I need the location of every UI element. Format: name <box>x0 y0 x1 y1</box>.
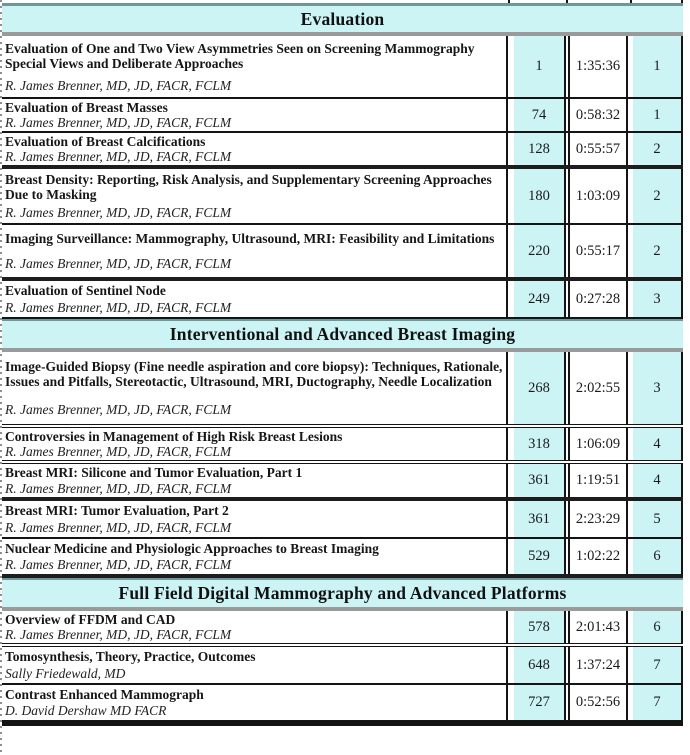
disc-number-cell: 7 <box>633 647 683 683</box>
lecture-title-cell <box>2 281 508 317</box>
duration-cell: 1:02:22 <box>568 539 628 574</box>
lecture-title-cell <box>2 428 508 460</box>
lecture-title-cell <box>2 133 508 165</box>
lecture-title: Evaluation of Breast Masses <box>5 100 168 115</box>
duration-cell: 1:37:24 <box>568 647 628 683</box>
lecture-title-cell <box>2 685 508 720</box>
disc-number-cell: 6 <box>633 539 683 574</box>
table-row <box>2 647 683 685</box>
table-row <box>2 539 683 578</box>
page-break-dashed-edge <box>0 0 2 755</box>
duration-cell: 0:27:28 <box>568 281 628 317</box>
lecture-title-cell <box>2 539 508 574</box>
table-body <box>2 3 683 722</box>
lecture-author: R. James Brenner, MD, JD, FACR, FCLM <box>5 627 232 642</box>
disc-number-cell: 1 <box>633 36 683 97</box>
page-number-cell: 128 <box>514 133 566 165</box>
column-border-tick <box>508 0 510 3</box>
page-number-cell: 74 <box>514 99 566 131</box>
lecture-title: Nuclear Medicine and Physiologic Approaches to Breast Imaging <box>5 540 379 556</box>
lecture-author: R. James Brenner, MD, JD, FACR, FCLM <box>5 77 232 93</box>
duration-cell: 2:01:43 <box>568 611 628 643</box>
disc-number-cell: 2 <box>633 225 683 277</box>
lecture-author: R. James Brenner, MD, JD, FACR, FCLM <box>5 205 232 221</box>
column-border-tick <box>630 0 632 3</box>
lecture-title-cell <box>2 36 508 97</box>
page-number-cell: 268 <box>514 352 566 424</box>
lecture-author: R. James Brenner, MD, JD, FACR, FCLM <box>5 256 232 271</box>
lecture-title-cell <box>2 169 508 223</box>
lecture-author: D. David Dershaw MD FACR <box>5 703 167 719</box>
lecture-title-cell <box>2 225 508 277</box>
disc-number-cell: 2 <box>633 133 683 165</box>
section-header: Interventional and Advanced Breast Imaging <box>2 319 683 352</box>
course-contents-table <box>2 0 683 726</box>
page-number-cell: 249 <box>514 281 566 317</box>
column-border-tick <box>681 0 683 3</box>
lecture-title: Overview of FFDM and CAD <box>5 612 176 627</box>
duration-cell: 0:58:32 <box>568 99 628 131</box>
disc-number-cell: 1 <box>633 99 683 131</box>
table-row <box>2 501 683 539</box>
lecture-title-cell <box>2 647 508 683</box>
table-row <box>2 36 683 99</box>
page-number-cell: 529 <box>514 539 566 574</box>
lecture-author: R. James Brenner, MD, JD, FACR, FCLM <box>5 557 232 573</box>
page-number-cell: 180 <box>514 169 566 223</box>
table-row <box>2 281 683 319</box>
lecture-author: Sally Friedewald, MD <box>5 666 126 681</box>
duration-cell: 1:35:36 <box>568 36 628 97</box>
duration-cell: 2:23:29 <box>568 501 628 537</box>
lecture-title-cell <box>2 99 508 131</box>
page-number-cell: 220 <box>514 225 566 277</box>
duration-cell: 0:55:57 <box>568 133 628 165</box>
disc-number-cell: 4 <box>633 464 683 497</box>
lecture-title: Evaluation of Breast Calcifications <box>5 134 206 149</box>
section-header: Full Field Digital Mammography and Advanced Platforms <box>2 578 683 611</box>
table-row <box>2 99 683 133</box>
lecture-author: R. James Brenner, MD, JD, FACR, FCLM <box>5 480 232 496</box>
lecture-title: Evaluation of Sentinel Node <box>5 283 166 298</box>
duration-cell: 1:19:51 <box>568 464 628 497</box>
lecture-title: Evaluation of One and Two View Asymmetries Seen on Screening Mammography Special Views and Deliberate Approaches <box>5 40 475 71</box>
table-row <box>2 133 683 169</box>
table-row <box>2 352 683 428</box>
lecture-title-cell <box>2 352 508 424</box>
lecture-title: Image-Guided Biopsy (Fine needle aspiration and core biopsy): Techniques, Rationale, Issues and Pitfalls, Stereotactic, Ultrasound, MRI, Ductography, Needle Localization <box>5 359 503 390</box>
disc-number-cell: 6 <box>633 611 683 643</box>
duration-cell: 2:02:55 <box>568 352 628 424</box>
disc-number-cell: 5 <box>633 501 683 537</box>
disc-number-cell: 3 <box>633 281 683 317</box>
page-number-cell: 1 <box>514 36 566 97</box>
disc-number-cell: 7 <box>633 685 683 720</box>
disc-number-cell: 2 <box>633 169 683 223</box>
lecture-title: Controversies in Management of High Risk Breast Lesions <box>5 429 343 444</box>
lecture-title: Breast Density: Reporting, Risk Analysis, and Supplementary Screening Approaches Due to Masking <box>5 171 492 202</box>
lecture-author: R. James Brenner, MD, JD, FACR, FCLM <box>5 444 232 459</box>
duration-cell: 1:06:09 <box>568 428 628 460</box>
page-number-cell: 727 <box>514 685 566 720</box>
page-number-cell: 318 <box>514 428 566 460</box>
duration-cell: 1:03:09 <box>568 169 628 223</box>
clipped-row-remnant <box>2 0 683 3</box>
lecture-author: R. James Brenner, MD, JD, FACR, FCLM <box>5 300 232 315</box>
page-number-cell: 361 <box>514 464 566 497</box>
page-number-cell: 648 <box>514 647 566 683</box>
table-row <box>2 464 683 501</box>
lecture-author: R. James Brenner, MD, JD, FACR, FCLM <box>5 401 232 417</box>
table-row <box>2 225 683 281</box>
duration-cell: 0:55:17 <box>568 225 628 277</box>
lecture-title: Tomosynthesis, Theory, Practice, Outcomes <box>5 649 256 664</box>
section-header: Evaluation <box>2 3 683 36</box>
lecture-title: Breast MRI: Silicone and Tumor Evaluation, Part 1 <box>5 465 303 481</box>
duration-cell: 0:52:56 <box>568 685 628 720</box>
lecture-author: R. James Brenner, MD, JD, FACR, FCLM <box>5 149 232 164</box>
lecture-title: Breast MRI: Tumor Evaluation, Part 2 <box>5 503 229 518</box>
table-row <box>2 169 683 225</box>
disc-number-cell: 3 <box>633 352 683 424</box>
table-row <box>2 428 683 464</box>
column-border-tick <box>566 0 568 3</box>
lecture-title-cell <box>2 611 508 643</box>
lecture-author: R. James Brenner, MD, JD, FACR, FCLM <box>5 520 232 535</box>
lecture-title: Contrast Enhanced Mammograph <box>5 686 204 702</box>
lecture-title: Imaging Surveillance: Mammography, Ultrasound, MRI: Feasibility and Limitations <box>5 231 495 246</box>
lecture-author: R. James Brenner, MD, JD, FACR, FCLM <box>5 115 232 130</box>
table-row <box>2 611 683 647</box>
table-row <box>2 685 683 722</box>
disc-number-cell: 4 <box>633 428 683 460</box>
lecture-title-cell <box>2 501 508 537</box>
page-number-cell: 361 <box>514 501 566 537</box>
page-number-cell: 578 <box>514 611 566 643</box>
lecture-title-cell <box>2 464 508 497</box>
